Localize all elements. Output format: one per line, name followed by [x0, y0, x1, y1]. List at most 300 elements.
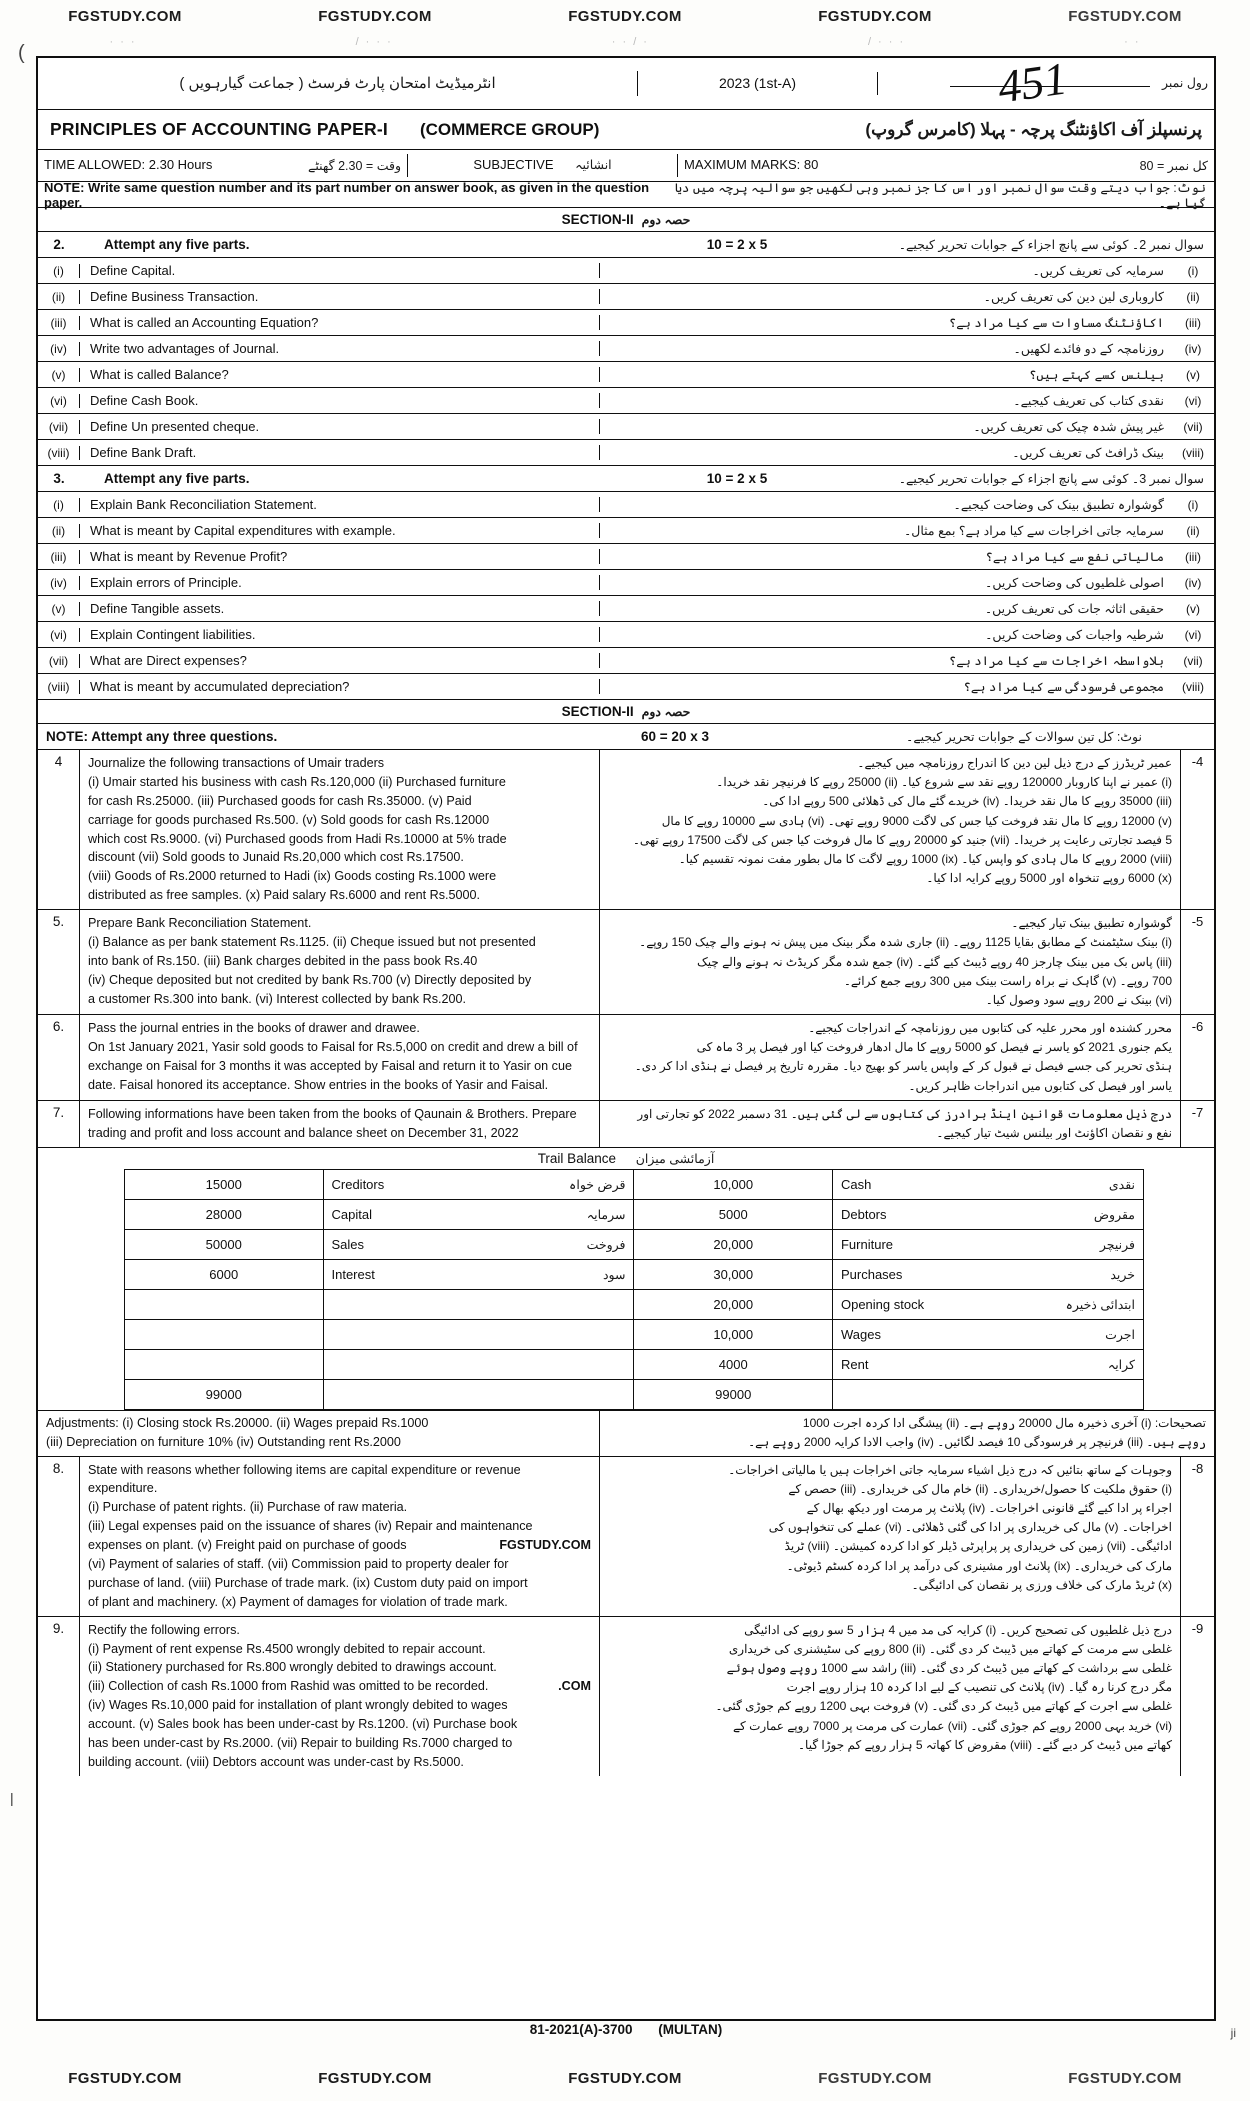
- cr-name: [323, 1230, 634, 1260]
- adjustment-line: (iii) Depreciation on furniture 10% (iv) Outstanding rent Rs.2000: [46, 1435, 401, 1450]
- dr-name-ur: کرایہ: [1107, 1358, 1135, 1373]
- q4-line: (viii) Goods of Rs.2000 returned to Hadi (ix) Goods costing Rs.1000 were: [88, 869, 497, 884]
- watermark-inline: FGSTUDY.COM: [499, 1538, 591, 1553]
- part-text-en: Define Tangible assets.: [80, 601, 600, 616]
- cr-amount: 6000: [125, 1260, 324, 1290]
- question-8-number-urdu: -8: [1180, 1457, 1214, 1616]
- table-row: [125, 1350, 1144, 1380]
- q9-line: Rectify the following errors.: [88, 1622, 240, 1637]
- part-text-ur: نقدی کتاب کی تعریف کیجیے۔: [1013, 394, 1164, 408]
- table-row: [125, 1290, 1144, 1320]
- question-2-part: [38, 388, 1214, 414]
- q5-line: (i) Balance as per bank statement Rs.1125. (ii) Cheque issued but not presented: [88, 935, 536, 950]
- part-number-urdu: (viii): [1182, 445, 1204, 460]
- q9-line: building account. (viii) Debtors account was under-cast by Rs.5000.: [88, 1754, 464, 1769]
- section-1-label-en: SECTION-II: [561, 212, 634, 227]
- q5-line: (iv) Cheque deposited but not credited by bank Rs.700 (v) Directly deposited by: [88, 972, 532, 987]
- question-4-number-urdu: -4: [1180, 750, 1214, 909]
- part-text-ur: شرطیہ واجبات کی وضاحت کریں۔: [985, 628, 1164, 642]
- part-number: (ii): [38, 290, 80, 304]
- roll-number-field[interactable]: [878, 52, 1214, 113]
- part-text-ur: حقیقی اثاثہ جات کی تعریف کریں۔: [984, 602, 1164, 616]
- cr-name-en: Capital: [331, 1207, 372, 1223]
- question-2-heading: [38, 232, 1214, 258]
- q8-line: expenditure.: [88, 1481, 158, 1496]
- q6-line: On 1st January 2021, Yasir sold goods to Faisal for Rs.5,000 on credit and drew a bill of: [88, 1039, 578, 1054]
- maximum-marks-urdu: کل نمبر = 80: [1139, 158, 1208, 173]
- part-text-en: Write two advantages of Journal.: [80, 341, 600, 356]
- q8-line: State with reasons whether following items are capital expenditure or revenue: [88, 1462, 521, 1477]
- scan-artifact: · · / ·: [611, 36, 649, 48]
- dr-name-en: Cash: [840, 1177, 872, 1193]
- cr-amount: [125, 1290, 324, 1320]
- q4-line: which cost Rs.9000. (vi) Purchased goods from Hadi Rs.10000 at 5% trade: [88, 831, 507, 846]
- section-1-label-ur: حصہ دوم: [641, 213, 691, 227]
- q9-line-ur: (vi) خرید بہی 2000 روپے کم جوڑی گئی۔ (vii) عمارت کی مرمت پر 7000 روپے عمارت کے: [733, 1718, 1172, 1733]
- cr-amount: [125, 1350, 324, 1380]
- q7-line: trading and profit and loss account and balance sheet on December 31, 2022: [88, 1125, 519, 1140]
- question-3-part: [38, 570, 1214, 596]
- part-text-ur: روزنامچہ کے دو فائدے لکھیں۔: [1013, 342, 1164, 356]
- q8-line: purchase of land. (viii) Purchase of trade mark. (ix) Custom duty paid on import: [88, 1575, 528, 1590]
- dr-name-en: Debtors: [840, 1207, 887, 1223]
- q8-line-ur: وجوہات کے ساتھ بتائیں کہ درج ذیل اشیاء سرمایہ جاتی اخراجات ہیں یا مالیاتی اخراجات۔: [728, 1462, 1172, 1477]
- q7-line: Following informations have been taken from the books of Qaunain & Brothers. Prepare: [88, 1106, 577, 1121]
- cr-name: [323, 1260, 634, 1290]
- paper-code: 81-2021(A)-3700: [529, 2022, 633, 2037]
- part-number-urdu: (ii): [1186, 289, 1200, 304]
- trial-balance-wrapper: [38, 1169, 1214, 1410]
- dr-name-ur: نقدی: [1108, 1178, 1135, 1193]
- q8-line: (vi) Payment of salaries of staff. (vii) Commission paid to property dealer for: [88, 1557, 509, 1572]
- adjustments-text-ur: [600, 1411, 1214, 1455]
- question-8-text-ur: [600, 1457, 1180, 1616]
- table-row: [125, 1170, 1144, 1200]
- q4-line: (i) Umair started his business with cash Rs.120,000 (ii) Purchased furniture: [88, 774, 506, 789]
- cr-name-ur: فروخت: [586, 1238, 626, 1253]
- q9-line: (ii) Stationery purchased for Rs.800 wrongly debited to drawings account.: [88, 1660, 497, 1675]
- dr-name-en: Wages: [840, 1327, 881, 1343]
- q7-line-ur: درج ذیل معلومات قوانین اینڈ برادرز کی کتابوں سے لی گئی ہیں۔ 31 دسمبر 2022 کو تجارتی اور: [637, 1106, 1172, 1121]
- cr-name: [323, 1320, 634, 1350]
- dr-name: [832, 1230, 1143, 1260]
- part-number-urdu: (i): [1187, 497, 1199, 512]
- part-text-ur: اکاؤنٹنگ مساوات سے کیا مراد ہے؟: [948, 316, 1164, 330]
- board-exam-title-urdu: انٹرمیڈیٹ امتحان پارٹ فرسٹ ( جماعت گیارہویں ): [38, 71, 638, 96]
- watermark: FGSTUDY.COM: [68, 8, 182, 25]
- cr-amount: 28000: [125, 1200, 324, 1230]
- dr-total-name: [832, 1380, 1143, 1410]
- watermark: FGSTUDY.COM: [568, 2070, 682, 2087]
- trial-balance-table: [124, 1169, 1144, 1410]
- table-row: [125, 1260, 1144, 1290]
- question-5: [38, 910, 1214, 1015]
- q5-line-ur: (vi) بینک نے 200 روپے سود وصول کیا۔: [985, 992, 1172, 1007]
- question-2-part: [38, 284, 1214, 310]
- q4-line: carriage for goods purchased Rs.500. (v) Sold goods for cash Rs.12000: [88, 812, 490, 827]
- part-number-urdu: (viii): [1182, 679, 1204, 694]
- watermark: FGSTUDY.COM: [1068, 8, 1182, 25]
- cr-name-en: Sales: [331, 1237, 365, 1253]
- table-row: [125, 1200, 1144, 1230]
- q8-line-ur: (x) ٹریڈ مارک کی خلاف ورزی پر نقصان کی ادائیگی۔: [911, 1577, 1172, 1592]
- question-6-number-urdu: -6: [1180, 1015, 1214, 1100]
- q6-line: exchange on Faisal for 3 months it was accepted by Faisal and return it to Yasir on cue: [88, 1058, 572, 1073]
- question-7-number: 7.: [38, 1101, 80, 1147]
- adjustment-line-ur: روپے ہیں۔ (iii) فرنیچر پر فرسودگی 10 فیصد لگائیں۔ (iv) واجب الادا کرایہ 2000 روپے ہے۔: [748, 1435, 1206, 1450]
- part-text-en: What is meant by Revenue Profit?: [80, 549, 600, 564]
- q5-line: into bank of Rs.150. (iii) Bank charges debited in the pass book Rs.40: [88, 953, 478, 968]
- part-number: (vi): [38, 628, 80, 642]
- q5-line: Prepare Bank Reconciliation Statement.: [88, 916, 312, 931]
- dr-name-en: Purchases: [840, 1267, 903, 1283]
- cr-name-en: Interest: [331, 1267, 375, 1283]
- question-3-instruction-urdu: سوال نمبر 3۔ کوئی سے پانچ اجزاء کے جوابات تحریر کیجیے۔: [898, 472, 1204, 486]
- question-6-text-en: [80, 1015, 600, 1100]
- question-3-heading: [38, 466, 1214, 492]
- dr-amount: 10,000: [634, 1320, 833, 1350]
- part-text-ur: مالیاتی نفع سے کیا مراد ہے؟: [985, 550, 1164, 564]
- part-text-ur: غیر پیش شدہ چیک کی تعریف کریں۔: [973, 420, 1164, 434]
- dr-name-en: Opening stock: [840, 1297, 925, 1313]
- part-number: (i): [38, 264, 80, 278]
- paper-title-english: PRINCIPLES OF ACCOUNTING PAPER-I: [50, 119, 388, 140]
- q6-line: date. Faisal honored its acceptance. Show entries in the books of Yasir and Faisal.: [88, 1077, 549, 1092]
- question-2-part: [38, 336, 1214, 362]
- trial-balance-title: [38, 1148, 1214, 1169]
- part-text-en: What is called an Accounting Equation?: [80, 315, 600, 330]
- q8-line-ur: اخراجات۔ (v) مال کی خریداری پر ادا کی گئی ڈھلائی۔ (vi) عملے کی تنخواہوں کی: [768, 1520, 1172, 1535]
- q5-line-ur: گوشوارہ تطبیق بینک تیار کیجیے۔: [1011, 916, 1172, 931]
- paper-type-english: SUBJECTIVE: [473, 157, 554, 173]
- dr-name: [832, 1200, 1143, 1230]
- question-4-text-en: [80, 750, 600, 909]
- q4-line-ur: (viii) 2000 روپے کا مال ہادی کو واپس کیا۔ (ix) 1000 روپے لاگت کا مال بطور مفت نمونہ تقسیم کیا۔: [678, 851, 1172, 866]
- trial-balance-title-ur: آزمائشی میزان: [635, 1152, 715, 1167]
- dr-name-ur: ابتدائی ذخیرہ: [1065, 1298, 1135, 1313]
- paper-note-row: [38, 179, 1214, 210]
- part-text-en: Define Un presented cheque.: [80, 419, 600, 434]
- question-2-part: [38, 258, 1214, 284]
- question-3-part: [38, 596, 1214, 622]
- paper-group-english: (COMMERCE GROUP): [419, 119, 600, 139]
- question-8-text-en: [80, 1457, 600, 1616]
- question-2-marks: 10 = 2 x 5: [706, 237, 768, 252]
- q4-line-ur: 5 فیصد تجارتی رعایت پر خریدا۔ (vii) جنید کو 20000 روپے کا مال فروخت کیا جس کی لاگت 17500 روپے تھی۔: [632, 832, 1172, 847]
- q9-line-ur: غلطی سے برداشت کے کھاتے میں ڈیبٹ کر دی گئی۔ (iii) راشد سے 1000 روپے وصول ہوئے: [726, 1661, 1172, 1676]
- cr-total-name: [323, 1380, 634, 1410]
- cr-name: [323, 1170, 634, 1200]
- q6-line: Pass the journal entries in the books of drawer and drawee.: [88, 1021, 420, 1036]
- paper-title-urdu: پرنسپلز آف اکاؤنٹنگ پرچہ - پہلا (کامرس گروپ): [865, 119, 1202, 139]
- cr-name-ur: سود: [602, 1268, 626, 1283]
- dr-name: [832, 1170, 1143, 1200]
- scan-artifact: · · ·: [109, 36, 137, 48]
- paper-note-urdu: نوٹ: جواب دیتے وقت سوال نمبر اور اس کا جز نمبر وہی لکھیں جو سوالیہ پرچہ میں دیا گیا ہے۔: [674, 180, 1206, 210]
- scan-edge-mark: |: [10, 1790, 14, 1806]
- dr-amount: 4000: [634, 1350, 833, 1380]
- paper-title-row: [38, 110, 1214, 150]
- dr-name: [832, 1290, 1143, 1320]
- handwritten-mark: 451: [994, 52, 1071, 113]
- part-text-en: What is meant by Capital expenditures with example.: [80, 523, 600, 538]
- time-allowed-english: TIME ALLOWED: 2.30 Hours: [44, 157, 213, 173]
- question-3-part: [38, 518, 1214, 544]
- part-number-urdu: (iii): [1185, 315, 1201, 330]
- question-4-number: 4: [38, 750, 80, 909]
- session-label: 2023 (1st-A): [638, 72, 878, 96]
- dr-amount: 30,000: [634, 1260, 833, 1290]
- dr-name-en: Furniture: [840, 1237, 894, 1253]
- part-text-en: Explain Bank Reconciliation Statement.: [80, 497, 600, 512]
- table-row: [125, 1230, 1144, 1260]
- q4-line-ur: عمیر ٹریڈرز کے درج ذیل لین دین کا اندراج روزنامچہ میں کیجیے۔: [857, 756, 1172, 770]
- watermark-row-top: [0, 8, 1250, 25]
- part-text-ur: گوشوارہ تطبیق بینک کی وضاحت کیجیے۔: [953, 498, 1164, 512]
- q7-line-ur: نفع و نقصان اکاؤنٹ اور بیلنس شیٹ تیار کیجیے۔: [936, 1126, 1172, 1140]
- section-2-label-en: SECTION-II: [561, 704, 634, 719]
- q8-line-ur: مارک کی خریداری۔ (ix) پلانٹ اور مشینری کی درآمد پر ادا کردہ کسٹم ڈیوٹی۔: [786, 1558, 1172, 1573]
- watermark: FGSTUDY.COM: [818, 8, 932, 25]
- q8-line: (i) Purchase of patent rights. (ii) Purchase of raw materia.: [88, 1500, 408, 1515]
- question-9-text-ur: [600, 1617, 1180, 1776]
- q4-line-ur: (x) 6000 روپے تنخواہ اور 5000 روپے کرایہ ادا کیا۔: [926, 871, 1172, 886]
- question-6: [38, 1015, 1214, 1101]
- time-allowed-urdu: وقت = 2.30 گھنٹے: [308, 158, 401, 173]
- table-row-total: [125, 1380, 1144, 1410]
- scan-artifact: / · · ·: [867, 36, 906, 48]
- scan-corner-mark: (: [18, 42, 25, 64]
- question-4: [38, 750, 1214, 910]
- question-2-part: [38, 310, 1214, 336]
- part-number-urdu: (i): [1187, 263, 1199, 278]
- cr-total: 99000: [125, 1380, 324, 1410]
- trial-balance-title-en: Trail Balance: [537, 1151, 616, 1167]
- section-2-band: [38, 700, 1214, 724]
- q9-line: (i) Payment of rent expense Rs.4500 wrongly debited to repair account.: [88, 1641, 486, 1656]
- part-number-urdu: (v): [1186, 367, 1200, 382]
- question-3-part: [38, 674, 1214, 700]
- dr-amount: 5000: [634, 1200, 833, 1230]
- part-text-ur: سرمایہ کی تعریف کریں۔: [1032, 264, 1164, 278]
- q9-line: account. (v) Sales book has been under-cast by Rs.1200. (vi) Purchase book: [88, 1717, 518, 1732]
- watermark: FGSTUDY.COM: [318, 2070, 432, 2087]
- part-number-urdu: (v): [1186, 601, 1200, 616]
- q9-line-ur: کھاتے میں ڈیبٹ کر دیے گئے۔ (viii) مقروض کا کھاتہ 5 ہزار روپے کم جوڑا گیا۔: [798, 1737, 1172, 1752]
- part-text-en: Define Cash Book.: [80, 393, 600, 408]
- question-2-part: [38, 440, 1214, 466]
- watermark: FGSTUDY.COM: [1068, 2070, 1182, 2087]
- part-text-en: What is meant by accumulated depreciation?: [80, 679, 600, 694]
- exam-paper-sheet: [36, 52, 1216, 2021]
- maximum-marks-english: MAXIMUM MARKS: 80: [684, 157, 819, 173]
- question-9: [38, 1617, 1214, 1776]
- question-2-instruction-urdu: سوال نمبر 2۔ کوئی سے پانچ اجزاء کے جوابات تحریر کیجیے۔: [898, 238, 1204, 252]
- part-number: (iii): [38, 316, 80, 330]
- q6-line-ur: یاسر اور فیصل کی کتابوں میں اندراجات ظاہر کریں۔: [908, 1078, 1172, 1093]
- roll-number-label: رول نمبر: [1161, 76, 1208, 91]
- q4-line: for cash Rs.25000. (iii) Purchased goods for cash Rs.35000. (v) Paid: [88, 793, 472, 808]
- q9-line: [88, 1677, 591, 1696]
- paper-code-line: [36, 2022, 1216, 2037]
- q4-line-ur: (i) عمیر نے اپنا کاروبار 120000 روپے نقد سے شروع کیا۔ (ii) 25000 روپے کا فرنیچر نقد خریدا۔: [716, 775, 1172, 790]
- dr-name-ur: مقروض: [1093, 1208, 1135, 1223]
- part-number: (vii): [38, 420, 80, 434]
- question-5-number: 5.: [38, 910, 80, 1014]
- dr-total: 99000: [634, 1380, 833, 1410]
- question-6-text-ur: [600, 1015, 1180, 1100]
- q8-line-ur: (i) حقوق ملکیت کا حصول/خریداری۔ (ii) خام مال کی خریداری۔ (iii) حصص کے: [788, 1481, 1172, 1496]
- question-5-number-urdu: -5: [1180, 910, 1214, 1014]
- part-number: (iii): [38, 550, 80, 564]
- part-text-en: Define Business Transaction.: [80, 289, 600, 304]
- adjustment-line: Adjustments: (i) Closing stock Rs.20000. (ii) Wages prepaid Rs.1000: [46, 1416, 429, 1431]
- paper-city: (MULTAN): [658, 2022, 723, 2037]
- question-3-instruction: Attempt any five parts.: [104, 471, 250, 486]
- dr-name-ur: خرید: [1110, 1268, 1135, 1283]
- question-9-text-en: [80, 1617, 600, 1776]
- q4-line: Journalize the following transactions of Umair traders: [88, 756, 385, 770]
- part-number-urdu: (iv): [1184, 575, 1202, 590]
- part-number: (ii): [38, 524, 80, 538]
- cr-name: [323, 1290, 634, 1320]
- question-2-number: 2.: [53, 237, 65, 252]
- part-text-en: Define Bank Draft.: [80, 445, 600, 460]
- adjustment-line-ur: تصحیحات: (i) آخری ذخیرہ مال 20000 روپے ہے۔ (ii) پیشگی ادا کردہ اجرت 1000: [802, 1416, 1206, 1431]
- question-8: [38, 1457, 1214, 1617]
- q8-line: of plant and machinery. (x) Payment of damages for violation of trade mark.: [88, 1594, 508, 1609]
- watermark: FGSTUDY.COM: [318, 8, 432, 25]
- cr-name-ur: سرمایہ: [586, 1208, 626, 1223]
- part-text-en: Define Capital.: [80, 263, 600, 278]
- q4-line: distributed as free samples. (x) Paid salary Rs.6000 and rent Rs.5000.: [88, 888, 480, 903]
- question-5-text-en: [80, 910, 600, 1014]
- part-number-urdu: (vii): [1183, 419, 1203, 434]
- dr-amount: 10,000: [634, 1170, 833, 1200]
- dr-name-en: Rent: [840, 1357, 869, 1373]
- watermark-row-bottom: [0, 2070, 1250, 2087]
- q9-line-ur: درج ذیل غلطیوں کی تصحیح کریں۔ (i) کرایہ کی مد میں 4 ہزار 5 سو روپے کی ادائیگی: [744, 1622, 1172, 1637]
- dr-name-ur: فرنیچر: [1099, 1238, 1135, 1253]
- question-4-text-ur: [600, 750, 1180, 909]
- q5-line-ur: (iii) پاس بک میں بینک چارجز 40 روپے ڈیبٹ کیے گئے۔ (iv) جمع شدہ مگر کریڈٹ نہ ہونے والے چیک: [697, 954, 1172, 969]
- part-text-en: What is called Balance?: [80, 367, 600, 382]
- q8-line: [88, 1536, 591, 1555]
- question-3-part: [38, 544, 1214, 570]
- part-number: (v): [38, 368, 80, 382]
- cr-name-ur: قرض خواہ: [569, 1178, 626, 1193]
- scan-page-mark: ji: [1230, 2026, 1236, 2040]
- part-number: (vi): [38, 394, 80, 408]
- question-2-part: [38, 414, 1214, 440]
- part-text-ur: بیلنس کسے کہتے ہیں؟: [1029, 368, 1164, 382]
- q8-line-ur: اجراء پر ادا کیے گئے قانونی اخراجات۔ (iv) پلانٹ پر مرمت اور دیکھ بھال کے: [806, 1500, 1172, 1515]
- part-text-ur: سرمایہ جاتی اخراجات سے کیا مراد ہے؟ بمع مثال۔: [903, 524, 1164, 538]
- question-7-text-en: [80, 1101, 600, 1147]
- dr-name-ur: اجرت: [1105, 1328, 1135, 1343]
- q5-line: a customer Rs.300 into bank. (vi) Interest collected by bank Rs.200.: [88, 991, 466, 1006]
- part-number: (vii): [38, 654, 80, 668]
- part-number: (v): [38, 602, 80, 616]
- cr-amount: [125, 1320, 324, 1350]
- part-number: (i): [38, 498, 80, 512]
- paper-meta-row: [38, 150, 1214, 182]
- cr-name: [323, 1200, 634, 1230]
- part-text-en: Explain errors of Principle.: [80, 575, 600, 590]
- cr-name-en: Creditors: [331, 1177, 385, 1193]
- q6-line-ur: ہنڈی تحریر کی جسے فیصل نے قبول کر کے واپس یاسر کو بھیج دیا۔ مقررہ تاریخ پر فیصل نے ہنڈی ادا کر دی۔: [634, 1059, 1172, 1074]
- question-8-number: 8.: [38, 1457, 80, 1616]
- q4-line-ur: (iii) 35000 روپے کا مال نقد خریدا۔ (iv) خریدے گئے مال کی ڈھلائی 500 روپے ادا کی۔: [762, 794, 1172, 809]
- dr-name: [832, 1320, 1143, 1350]
- question-3-part: [38, 648, 1214, 674]
- cr-amount: 50000: [125, 1230, 324, 1260]
- section-1-band: [38, 208, 1214, 232]
- part-text-ur: بلاواسطہ اخراجات سے کیا مراد ہے؟: [948, 654, 1164, 668]
- question-7-text-ur: [600, 1101, 1180, 1147]
- watermark-inline: .COM: [558, 1679, 591, 1694]
- scan-artifact: / · · ·: [355, 36, 393, 48]
- part-number-urdu: (iii): [1185, 549, 1201, 564]
- q9-line-ur: غلطی سے اجرت کے کھاتے میں ڈیبٹ کر دی گئی۔ (v) فروخت بہی 1200 روپے کم جوڑی گئی۔: [715, 1699, 1172, 1714]
- part-text-ur: اصولی غلطیوں کی وضاحت کریں۔: [985, 576, 1164, 590]
- part-number-urdu: (vii): [1183, 653, 1203, 668]
- paper-note-english: NOTE: Write same question number and its part number on answer book, as given in the question paper.: [44, 179, 650, 210]
- q9-line-ur: مگر درج کرنا رہ گیا۔ (iv) پلانٹ کی تنصیب کے لیے ادا کردہ 10 ہزار روپے اجرت: [786, 1680, 1172, 1695]
- question-9-number: 9.: [38, 1617, 80, 1776]
- q5-line-ur: 700 روپے۔ (v) گاہک نے براہ راست بینک میں 300 روپے جمع کرائے۔: [843, 973, 1172, 988]
- scan-artifact-row: [0, 36, 1250, 48]
- adjustments-text-en: [38, 1411, 600, 1455]
- q8-line-ur: ادائیگی۔ (vii) زمین کی خریداری پر پراپرٹی ڈیلر کو ادا کردہ کمیشن۔ (viii) ٹریڈ: [784, 1539, 1172, 1554]
- watermark: FGSTUDY.COM: [818, 2070, 932, 2087]
- q8-line: (iii) Legal expenses paid on the issuance of shares (iv) Repair and maintenance: [88, 1519, 533, 1534]
- cr-name: [323, 1350, 634, 1380]
- question-6-number: 6.: [38, 1015, 80, 1100]
- question-3-number: 3.: [53, 471, 65, 486]
- part-number-urdu: (vi): [1184, 393, 1202, 408]
- q9-line: has been under-cast by Rs.2000. (vii) Repair to building Rs.7000 charged to: [88, 1736, 513, 1751]
- adjustments-row: [38, 1410, 1214, 1456]
- q6-line-ur: یکم جنوری 2021 کو یاسر نے فیصل کو 5000 روپے کا مال ادھار فروخت کیا اور فیصل پر 3 ماہ کی: [696, 1040, 1172, 1055]
- part-number: (iv): [38, 342, 80, 356]
- part-text-en: What are Direct expenses?: [80, 653, 600, 668]
- q9-line-ur: غلطی سے مرمت کے کھاتے میں ڈیبٹ کر دی گئی۔ (ii) 800 روپے کی سٹیشنری کی خریداری: [728, 1641, 1172, 1656]
- dr-name: [832, 1350, 1143, 1380]
- watermark: FGSTUDY.COM: [68, 2070, 182, 2087]
- question-5-text-ur: [600, 910, 1180, 1014]
- part-number-urdu: (iv): [1184, 341, 1202, 356]
- q9-line-text: (iii) Collection of cash Rs.1000 from Rashid was omitted to be recorded.: [88, 1679, 489, 1694]
- dr-name: [832, 1260, 1143, 1290]
- question-3-part: [38, 622, 1214, 648]
- q9-line: (iv) Wages Rs.10,000 paid for installation of plant wrongly debited to wages: [88, 1698, 508, 1713]
- part-text-ur: بینک ڈرافٹ کی تعریف کریں۔: [1012, 446, 1164, 460]
- part-number: (iv): [38, 576, 80, 590]
- dr-amount: 20,000: [634, 1290, 833, 1320]
- question-2-instruction: Attempt any five parts.: [104, 237, 250, 252]
- paper-type-urdu: انشائیہ: [575, 158, 612, 173]
- watermark: FGSTUDY.COM: [568, 8, 682, 25]
- q4-line-ur: (v) 12000 روپے کا مال نقد فروخت کیا جس کی لاگت 9000 روپے تھی۔ (vi) ہادی سے 10000 روپے کا مال: [661, 813, 1172, 828]
- part-number: (viii): [38, 680, 80, 694]
- section-2-note-ur: نوٹ: کل تین سوالات کے جوابات تحریر کیجیے۔: [906, 730, 1142, 744]
- question-7: [38, 1101, 1214, 1148]
- part-number-urdu: (vi): [1184, 627, 1202, 642]
- part-text-ur: کاروباری لین دین کی تعریف کریں۔: [983, 290, 1164, 304]
- scan-artifact: · ·: [1124, 36, 1141, 48]
- q8-line-text: expenses on plant. (v) Freight paid on purchase of goods: [88, 1538, 407, 1553]
